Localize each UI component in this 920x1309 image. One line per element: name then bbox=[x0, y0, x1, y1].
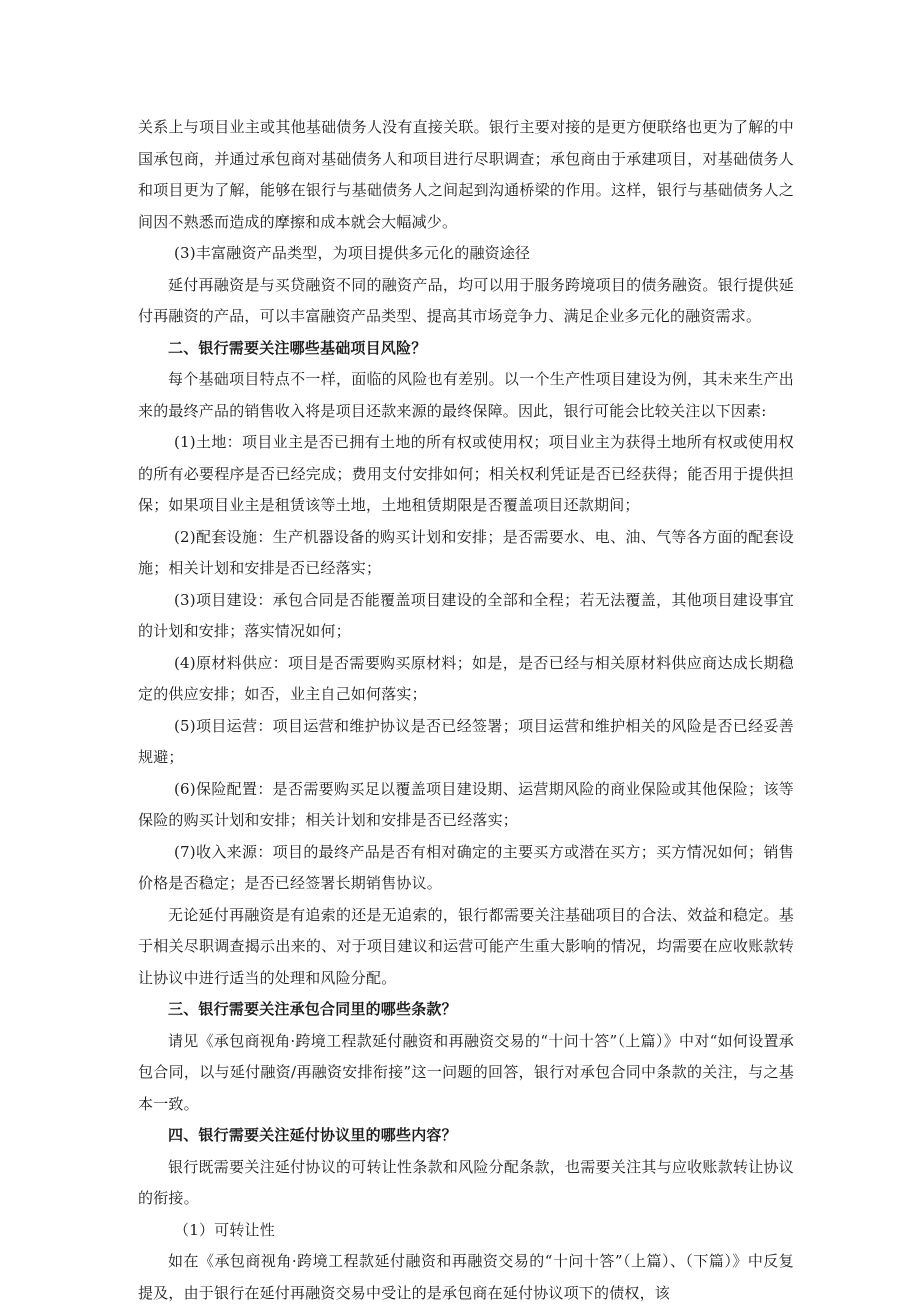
list-item: (1)土地：项目业主是否已拥有土地的所有权或使用权；项目业主为获得土地所有权或使用权的所有必要程序是否已经完成；费用支付安排如何；相关权利凭证是否已经获得；能否用于提供担保；如果项目业主是租赁该等土地，土地租赁期限是否覆盖项目还款期间； bbox=[138, 433, 794, 514]
section-heading: 四、银行需要关注延付协议里的哪些内容？ bbox=[168, 1126, 457, 1144]
list-item: (3)项目建设：承包合同是否能覆盖项目建设的全部和全程；若无法覆盖，其他项目建设事宜的计划和安排；落实情况如何； bbox=[138, 590, 794, 640]
section-heading: 二、银行需要关注哪些基础项目风险？ bbox=[168, 338, 427, 357]
list-item: (5)项目运营：项目运营和维护协议是否已经签署；项目运营和维护相关的风险是否已经妥善规避； bbox=[138, 716, 794, 766]
paragraph-body: 请见《承包商视角·跨境工程款延付融资和再融资交易的“十问十答”（上篇）》中对“如何设置承包合同，以与延付融资/再融资安排衔接”这一问题的回答，银行对承包合同中条款的关注，与之基本一致。 bbox=[138, 1031, 794, 1113]
paragraph-body: 如在《承包商视角·跨境工程款延付融资和再融资交易的“十问十答”（上篇）、（下篇）》中反复提及，由于银行在延付再融资交易中受让的是承包商在延付协议项下的债权，该 bbox=[138, 1252, 794, 1302]
list-item: (2)配套设施：生产机器设备的购买计划和安排；是否需要水、电、油、气等各方面的配套设施；相关计划和安排是否已经落实； bbox=[138, 527, 794, 577]
paragraph-body-continued: 关系上与项目业主或其他基础债务人没有直接关联。银行主要对接的是更方便联络也更为了解的中国承包商，并通过承包商对基础债务人和项目进行尽职调查；承包商由于承建项目，对基础债务人和项目更为了解，能够在银行与基础债务人之间起到沟通桥梁的作用。这样，银行与基础债务人之间因不熟悉而造成的摩擦和成本就会大幅减少。 bbox=[138, 118, 794, 231]
section-heading: 三、银行需要关注承包合同里的哪些条款？ bbox=[168, 1000, 457, 1018]
document-page bbox=[138, 112, 794, 1309]
paragraph-body: 每个基础项目特点不一样，面临的风险也有差别。以一个生产性项目建设为例，其未来生产出来的最终产品的销售收入将是项目还款来源的最终保障。因此，银行可能会比较关注以下因素: bbox=[138, 370, 794, 420]
list-item: (6)保险配置：是否需要购买足以覆盖项目建设期、运营期风险的商业保险或其他保险；该等保险的购买计划和安排；相关计划和安排是否已经落实； bbox=[138, 779, 794, 829]
list-item: （1）可转让性 bbox=[174, 1220, 275, 1239]
paragraph-body: 延付再融资是与买贷融资不同的融资产品，均可以用于服务跨境项目的债务融资。银行提供延付再融资的产品，可以丰富融资产品类型、提高其市场竞争力、满足企业多元化的融资需求。 bbox=[138, 275, 794, 325]
paragraph-body: 银行既需要关注延付协议的可转让性条款和风险分配条款，也需要关注其与应收账款转让协议的衔接。 bbox=[138, 1157, 794, 1207]
list-item: (3)丰富融资产品类型，为项目提供多元化的融资途径 bbox=[174, 244, 531, 262]
list-item: (4)原材料供应：项目是否需要购买原材料；如是，是否已经与相关原材料供应商达成长期稳定的供应安排；如否，业主自己如何落实； bbox=[138, 653, 794, 703]
paragraph-body: 无论延付再融资是有追索的还是无追索的，银行都需要关注基础项目的合法、效益和稳定。基于相关尽职调查揭示出来的、对于项目建议和运营可能产生重大影响的情况，均需要在应收账款转让协议中进行适当的处理和风险分配。 bbox=[138, 905, 794, 987]
list-item: (7)收入来源：项目的最终产品是否有相对确定的主要买方或潜在买方；买方情况如何；销售价格是否稳定；是否已经签署长期销售协议。 bbox=[138, 842, 794, 892]
